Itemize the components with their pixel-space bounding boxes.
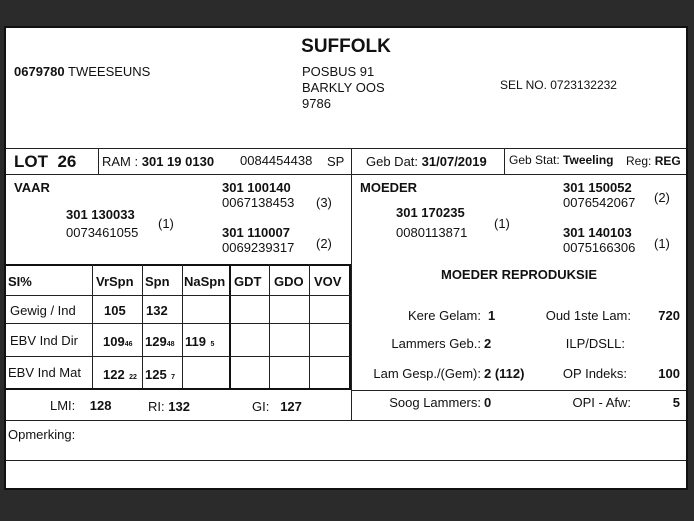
cell-accuracy: 5 xyxy=(210,341,215,348)
owner-id: 0679780 xyxy=(14,64,65,79)
dam-grandsire-id: 0076542067 xyxy=(563,195,636,210)
address-line: BARKLY OOS xyxy=(302,80,385,95)
cell-value: 129 xyxy=(145,334,167,349)
table-rule xyxy=(6,323,351,324)
divider xyxy=(351,148,352,174)
gi-value: 127 xyxy=(280,399,302,414)
table-header-naspn: NaSpn xyxy=(184,274,226,289)
table-cell-vrspn xyxy=(103,333,133,351)
table-cell-vrspn: 105 xyxy=(104,303,126,318)
birth-status: Tweeling xyxy=(563,153,614,167)
sire-grandsire-id: 0067138453 xyxy=(222,195,295,210)
lot-label-text: LOT xyxy=(14,152,48,171)
lot-number: 26 xyxy=(57,152,77,171)
table-header-gdo: GDO xyxy=(274,274,304,289)
divider xyxy=(6,148,686,149)
divider xyxy=(504,148,505,174)
table-border xyxy=(6,264,351,266)
reg-label: Reg: xyxy=(626,154,652,168)
table-header-vov: VOV xyxy=(314,274,342,289)
table-border xyxy=(229,264,231,390)
sire-granddam-id: 0069239317 xyxy=(222,240,295,255)
table-row-label: Gewig / Ind xyxy=(10,303,76,318)
cell-accuracy: 22 xyxy=(129,374,137,381)
divider xyxy=(6,174,686,175)
lam-gesp-value: 2 (112) xyxy=(484,366,525,381)
sire-mark: (1) xyxy=(158,216,174,231)
table-cell-spn xyxy=(145,366,175,384)
table-header-gdt: GDT xyxy=(234,274,262,289)
divider xyxy=(351,174,352,264)
reg-info xyxy=(626,154,681,168)
sire-grandsire-mark: (3) xyxy=(316,195,332,210)
sale-catalogue-card xyxy=(4,26,688,490)
sire-label: VAAR xyxy=(14,180,50,195)
cell-value: 125 xyxy=(145,367,167,382)
dam-id: 0080113871 xyxy=(396,225,468,240)
phone-number: SEL NO. 0723132232 xyxy=(500,78,617,92)
sire-number: 301 130033 xyxy=(66,207,135,222)
soog-lammers-value: 0 xyxy=(484,395,492,410)
sire-grandsire-number: 301 100140 xyxy=(222,180,291,195)
table-header-vrspn: VrSpn xyxy=(96,274,134,289)
lam-gesp-label: Lam Gesp./(Gem): xyxy=(373,366,481,381)
table-row-label: EBV Ind Dir xyxy=(10,333,78,348)
cell-accuracy: 7 xyxy=(171,374,176,381)
ri-index xyxy=(148,399,190,414)
lammers-geb-label: Lammers Geb.: xyxy=(391,336,481,351)
birth-date-info xyxy=(366,154,487,169)
dam-label: MOEDER xyxy=(360,180,418,195)
table-rule xyxy=(6,356,351,357)
cell-value: 122 xyxy=(103,367,125,382)
ilp-dsll-label: ILP/DSLL: xyxy=(565,336,625,351)
op-indeks-label: OP Indeks: xyxy=(562,366,627,381)
cell-value: 109 xyxy=(103,334,125,349)
dam-granddam-id: 0075166306 xyxy=(563,240,636,255)
table-cell-spn: 132 xyxy=(146,303,168,318)
oud-1ste-lam-value: 720 xyxy=(658,308,680,323)
table-rule xyxy=(269,264,270,388)
dam-grandsire-number: 301 150052 xyxy=(563,180,632,195)
birth-status-label: Geb Stat: xyxy=(509,153,560,167)
divider xyxy=(351,264,352,420)
divider xyxy=(6,420,686,421)
table-rule xyxy=(92,264,93,388)
divider xyxy=(351,390,686,391)
op-indeks-value: 100 xyxy=(658,366,680,381)
birth-date: 31/07/2019 xyxy=(421,154,487,169)
lot-label xyxy=(14,152,76,172)
cell-value: 119 xyxy=(185,334,206,349)
address-line: POSBUS 91 xyxy=(302,64,375,79)
table-row-label: EBV Ind Mat xyxy=(8,365,81,380)
birth-status-info xyxy=(509,153,614,167)
ri-value: 132 xyxy=(168,399,190,414)
ri-label: RI: xyxy=(148,399,165,414)
table-cell-spn xyxy=(145,333,175,351)
dam-grandsire-mark: (2) xyxy=(654,190,670,205)
reproduction-title: MOEDER REPRODUKSIE xyxy=(440,267,598,282)
lammers-geb-value: 2 xyxy=(484,336,492,351)
table-header-si: SI% xyxy=(8,274,32,289)
address-block xyxy=(302,64,385,112)
ram-info xyxy=(102,154,214,169)
kere-gelam-value: 1 xyxy=(488,308,496,323)
dam-granddam-number: 301 140103 xyxy=(563,225,632,240)
address-line: 9786 xyxy=(302,96,331,111)
ram-id: 0084454438 xyxy=(240,153,313,168)
divider xyxy=(98,148,99,174)
kere-gelam-label: Kere Gelam: xyxy=(408,308,481,323)
dam-number: 301 170235 xyxy=(396,205,465,220)
breed-title: SUFFOLK xyxy=(301,36,391,57)
birth-date-label: Geb Dat: xyxy=(366,154,419,169)
opi-afw-value: 5 xyxy=(672,395,680,410)
divider xyxy=(6,460,686,461)
dam-mark: (1) xyxy=(494,216,510,231)
table-rule xyxy=(6,295,351,296)
sire-granddam-mark: (2) xyxy=(316,236,332,251)
sire-id: 0073461055 xyxy=(66,225,139,240)
table-rule xyxy=(142,264,143,388)
dam-granddam-mark: (1) xyxy=(654,236,670,251)
lmi-value: 128 xyxy=(89,398,112,413)
ram-label: RAM : xyxy=(102,154,139,169)
table-header-spn: Spn xyxy=(145,274,170,289)
ram-code: SP xyxy=(327,154,345,169)
remarks-label: Opmerking: xyxy=(8,427,76,442)
owner-name: TWEESEUNS xyxy=(68,64,151,79)
gi-label: GI: xyxy=(252,399,270,414)
gi-index xyxy=(252,399,302,414)
table-border xyxy=(6,388,351,390)
soog-lammers-label: Soog Lammers: xyxy=(389,395,481,410)
lmi-index xyxy=(50,398,111,413)
owner-line xyxy=(14,64,150,79)
oud-1ste-lam-label: Oud 1ste Lam: xyxy=(545,308,631,323)
cell-accuracy: 46 xyxy=(124,341,133,348)
cell-accuracy: 48 xyxy=(166,341,175,348)
opi-afw-label: OPI - Afw: xyxy=(572,395,631,410)
table-cell-naspn xyxy=(185,333,214,351)
reg-value: REG xyxy=(654,154,681,168)
table-rule xyxy=(309,264,310,388)
table-rule xyxy=(182,264,183,388)
lmi-label: LMI: xyxy=(50,398,76,413)
sire-granddam-number: 301 110007 xyxy=(222,225,290,240)
ram-number: 301 19 0130 xyxy=(141,154,215,169)
table-cell-vrspn xyxy=(103,366,137,384)
